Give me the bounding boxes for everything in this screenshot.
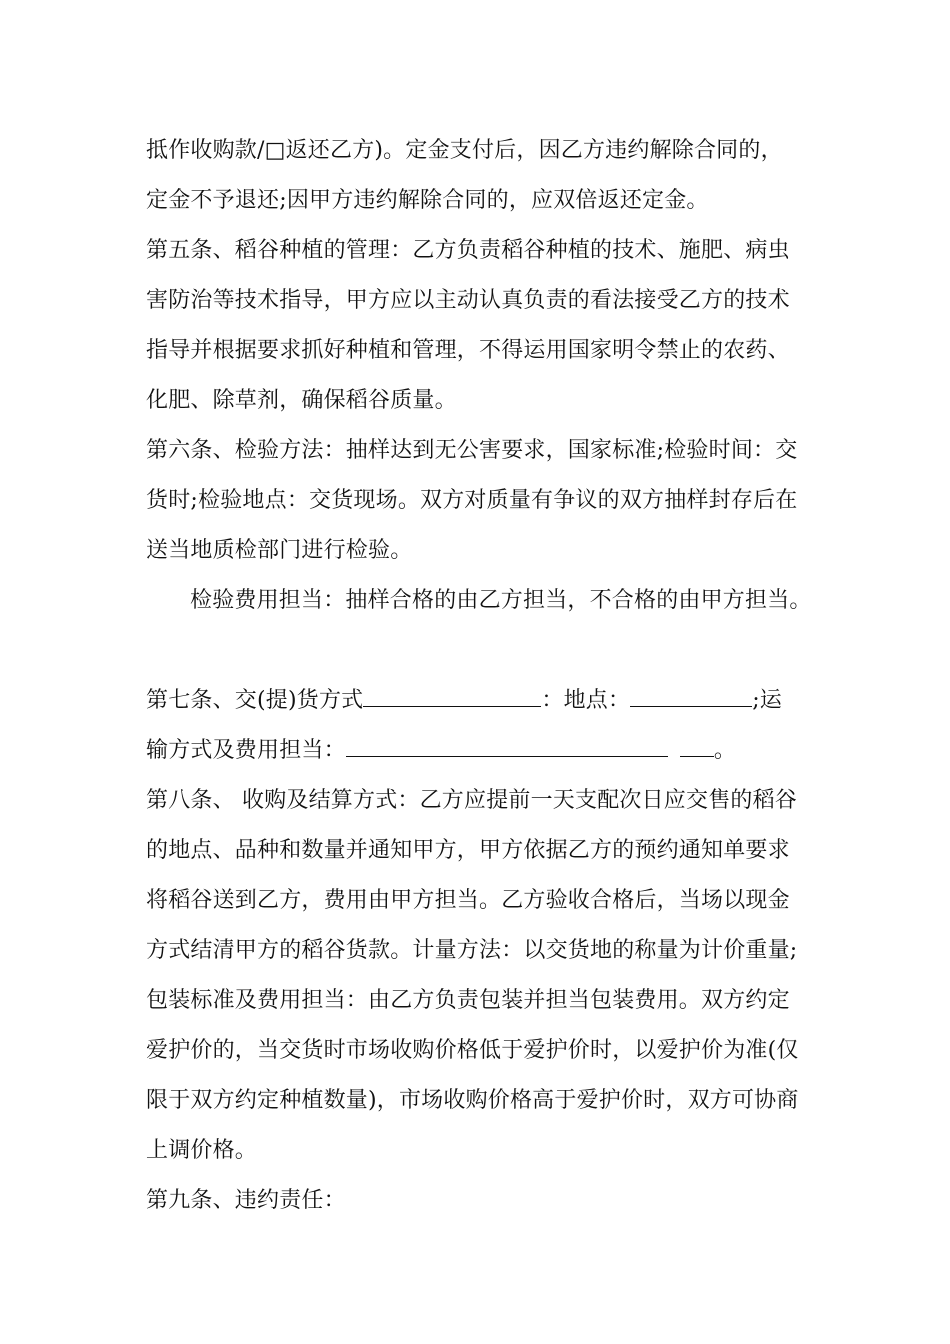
- transport-label: 输方式及费用担当：: [146, 738, 346, 763]
- text-line: 指导并根据要求抓好种植和管理，不得运用国家明令禁止的农药、: [146, 338, 790, 363]
- article-5-heading-line: 第五条、稻谷种植的管理：乙方负责稻谷种植的技术、施肥、病虫: [146, 238, 790, 263]
- article-7-label: 第七条、交(提)货方式: [146, 688, 364, 713]
- article-7-line-1: [146, 686, 782, 716]
- text-line: 化肥、除草剂，确保稻谷质量。: [146, 388, 457, 413]
- text-line: 抵作收购款/□返还乙方)。定金支付后，因乙方违约解除合同的，: [146, 138, 783, 163]
- text-line: 定金不予退还;因甲方违约解除合同的，应双倍返还定金。: [146, 188, 709, 213]
- text-line: 将稻谷送到乙方，费用由甲方担当。乙方验收合格后，当场以现金: [146, 888, 790, 913]
- article-6-heading-line: 第六条、检验方法：抽样达到无公害要求，国家标准;检验时间：交: [146, 438, 798, 463]
- transport-label-start: ;运: [752, 688, 782, 713]
- location-label: ：地点：: [541, 688, 631, 713]
- article-7-line-2: [146, 736, 736, 766]
- inspection-fee-line: 检验费用担当：抽样合格的由乙方担当，不合格的由甲方担当。: [190, 588, 812, 613]
- article-9-heading-line: 第九条、违约责任：: [146, 1188, 346, 1213]
- article-8-heading-line: 第八条、 收购及结算方式：乙方应提前一天支配次日应交售的稻谷: [146, 788, 797, 813]
- period: 。: [713, 738, 737, 763]
- text-line: 货时;检验地点：交货现场。双方对质量有争议的双方抽样封存后在: [146, 488, 798, 513]
- transport-blank: [346, 736, 668, 757]
- text-line: 的地点、品种和数量并通知甲方，甲方依据乙方的预约通知单要求: [146, 838, 790, 863]
- text-line: 爱护价的，当交货时市场收购价格低于爱护价时，以爱护价为准(仅: [146, 1038, 799, 1063]
- text-line: 包装标准及费用担当：由乙方负责包装并担当包装费用。双方约定: [146, 988, 790, 1013]
- transport-blank-short: [680, 736, 714, 757]
- text-line: 方式结清甲方的稻谷货款。计量方法：以交货地的称量为计价重量;: [146, 938, 798, 963]
- text-line: 害防治等技术指导，甲方应以主动认真负责的看法接受乙方的技术: [146, 288, 790, 313]
- delivery-method-blank: [363, 686, 541, 707]
- text-line: 送当地质检部门进行检验。: [146, 538, 413, 563]
- text-line: 限于双方约定种植数量)，市场收购价格高于爱护价时，双方可协商: [146, 1088, 799, 1113]
- text-line: 上调价格。: [146, 1138, 258, 1163]
- location-blank: [630, 686, 752, 707]
